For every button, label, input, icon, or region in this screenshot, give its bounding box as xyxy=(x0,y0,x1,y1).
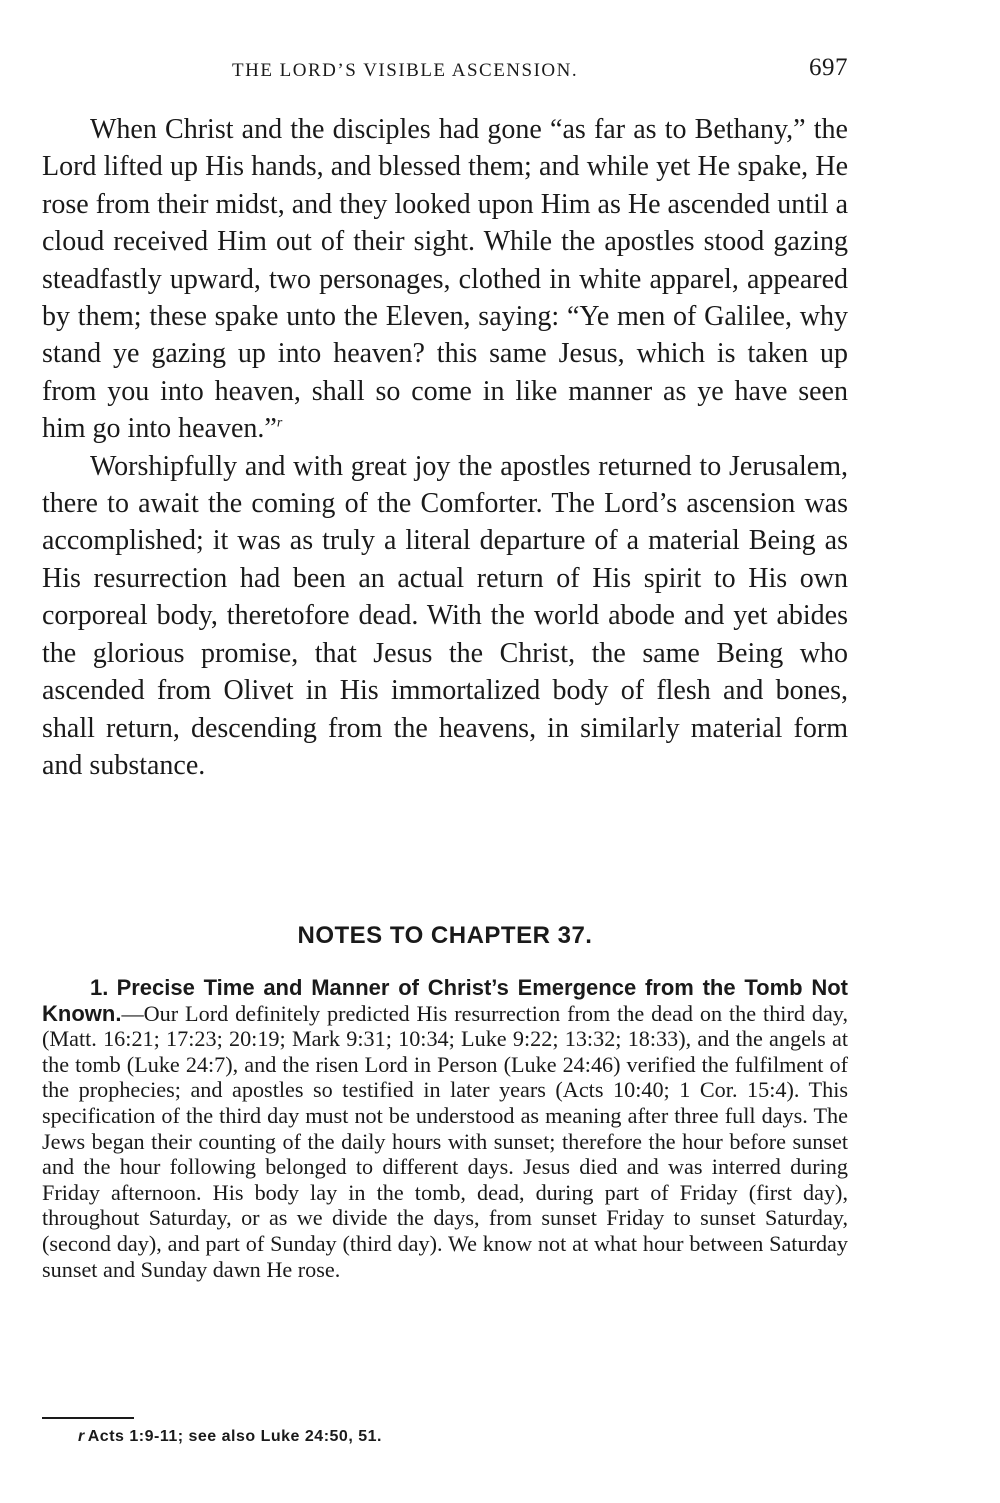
paragraph xyxy=(42,448,848,785)
running-title: THE LORD’S VISIBLE ASCENSION. xyxy=(232,60,579,81)
note-text: —Our Lord definitely predicted His resurrection from the dead on the third day, (Matt. 16:21; 17:23; 20:19; Mark 9:31; 10:34; Luke 9:22; 13:32; 18:33), and the angels at the tomb (Luke 24:7), and the risen Lord in Person (Luke 24:46) verified the fulfilment of the prophecies; and apostles so testified in later years (Acts 10:40; 1 Cor. 15:4). This specification of the third day must not be understood as meaning after three full days. The Jews began their counting of the daily hours with sunset; therefore the hour before sunset and the hour following belonged to different days. Jesus died and was interred during Friday afternoon. His body lay in the tomb, dead, during part of Friday (first day), throughout Saturday, or as we divide the days, from sunset Friday to sunset Saturday, (second day), and part of Sunday (third day). We know not at what hour between Saturday sunset and Sunday dawn He rose. xyxy=(42,1000,848,1282)
paragraph-text: When Christ and the disciples had gone “as far as to Bethany,” the Lord lifted up His hands, and blessed them; and while yet He spake, He rose from their midst, and they looked upon Him as He ascended until a cloud received Him out of their sight. While the apostles stood gazing steadfastly upward, two personages, clothed in white apparel, appeared by them; these spake unto the Eleven, saying: “Ye men of Galilee, why stand ye gazing up into heaven? this same Jesus, which is taken up from you into heaven, shall so come in like manner as ye have seen him go into heaven.” xyxy=(42,114,848,445)
running-head xyxy=(42,54,848,86)
paragraph xyxy=(42,111,848,448)
note-title: Precise Time and Manner of Christ’s Emergence from the Tomb Not Known. xyxy=(42,975,849,1026)
main-text xyxy=(42,111,848,784)
paragraph-text: Worshipfully and with great joy the apostles returned to Jerusalem, there to await the coming of the Comforter. The Lord’s ascension was accomplished; it was as truly a literal departure of a material Being as His resurrection had been an actual return of His spirit to His own corporeal body, theretofore dead. With the world abode and yet abides the glorious promise, that Jesus the Christ, the same Being who ascended from Olivet in His immortalized body of flesh and bones, shall return, descending from the heavens, in similarly material form and substance. xyxy=(42,450,848,781)
footnote xyxy=(78,1428,382,1446)
note-number: 1. xyxy=(90,975,109,1000)
footnote-divider xyxy=(42,1417,134,1419)
note-item xyxy=(42,975,848,1282)
footnote-text: Acts 1:9-11; see also Luke 24:50, 51. xyxy=(87,1428,382,1445)
footnote-marker: r xyxy=(78,1428,85,1445)
book-page xyxy=(42,0,848,1503)
notes-heading: NOTES TO CHAPTER 37. xyxy=(297,922,593,949)
page-number: 697 xyxy=(809,54,848,81)
footnote-reference: r xyxy=(276,415,283,431)
